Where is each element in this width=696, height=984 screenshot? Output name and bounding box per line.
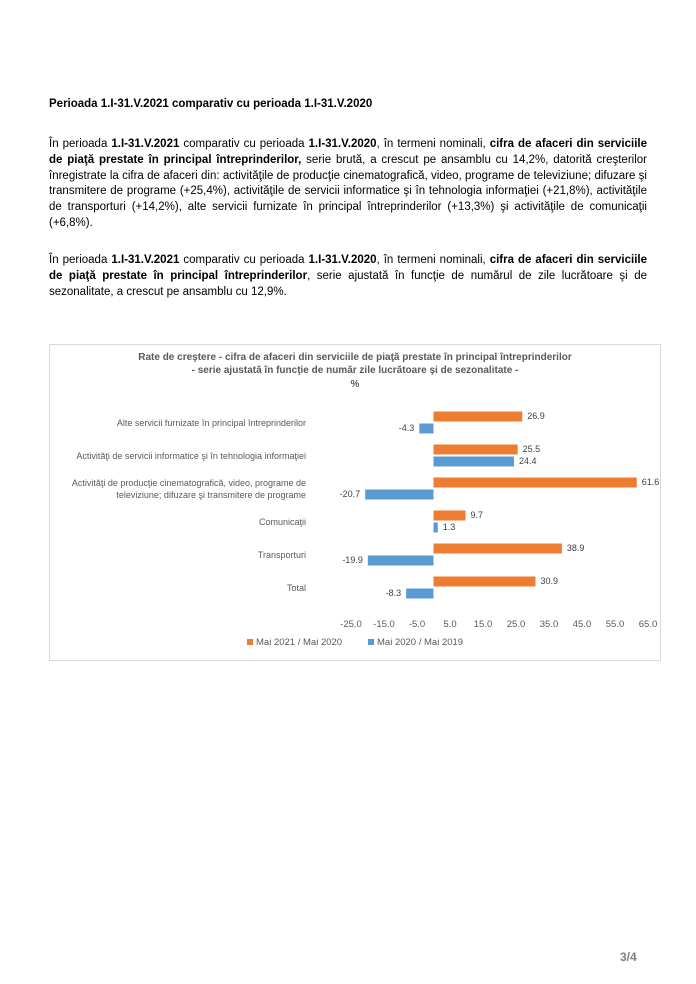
data-label: 30.9 (540, 576, 559, 586)
chart-container (49, 344, 661, 661)
data-label: 25.5 (522, 444, 541, 454)
bar (434, 478, 637, 488)
paragraph-gross-series (49, 137, 647, 232)
x-tick-label: 65.0 (638, 619, 658, 630)
legend-swatch (368, 639, 374, 645)
bar (434, 544, 562, 554)
bar (434, 511, 466, 521)
text-span: , serie ajustată în funcţie de numărul de zile lucrătoare şi de sezonalitate, a crescut pe ansamblu cu 12,9%. (49, 269, 647, 298)
data-label: 61.6 (641, 477, 660, 487)
bold-span: 1.I-31.V.2021 (111, 254, 180, 266)
chart-title-line-2: - serie ajustată în funcţie de număr zile lucrătoare şi de sezonalitate - (191, 365, 519, 376)
bold-span: 1.I-31.V.2021 (111, 138, 180, 150)
bar (419, 424, 433, 434)
category-label: Alte servicii furnizate în principal întreprinderilor (116, 418, 306, 428)
bold-span: cifra de afaceri din serviciile de piaţă prestate în principal întreprinderilor (49, 254, 647, 282)
page-number: 3/4 (620, 950, 637, 964)
text-span: serie brută, a crescut pe ansamblu cu 14,2%, datorită creşterilor înregistrate la cifra de afaceri din: activităţile de producţie cinematografică, video, programe de televiziune; difuzare şi transmitere de programe (+25,4%), activităţile de servicii informatice şi în tehnologia informaţiei (+21,8%), activităţile de transporturi (+14,2%), alte servicii furnizate în principal întreprinderilor (+13,3%) şi activităţile de comunicaţii (+6,8%). (49, 153, 647, 229)
data-label: 24.4 (519, 456, 537, 466)
bold-span: 1.I-31.V.2020 (308, 138, 377, 150)
data-label: 1.3 (442, 522, 456, 532)
bar (406, 589, 433, 599)
text-span: comparativ cu perioada (179, 254, 309, 266)
chart-title-line-3: % (350, 379, 360, 390)
x-tick-label: 35.0 (539, 619, 559, 630)
data-label: 26.9 (527, 411, 545, 421)
bar (434, 412, 523, 422)
bold-span: cifra de afaceri din serviciile de piaţă prestate în principal întreprinderilor, (49, 138, 647, 166)
category-label: televiziune; difuzare şi transmitere de programe (116, 490, 306, 500)
category-label: Comunicaţii (258, 517, 306, 527)
x-tick-label: 25.0 (506, 619, 526, 630)
legend-label: Mai 2020 / Mai 2019 (377, 637, 464, 648)
x-tick-label: 5.0 (443, 619, 457, 630)
category-label: Total (286, 583, 306, 593)
bar (368, 556, 434, 566)
data-label: -4.3 (398, 423, 415, 433)
legend-swatch (247, 639, 253, 645)
data-label: 9.7 (470, 510, 484, 520)
text-span: , în termeni nominali, (376, 254, 490, 266)
section-heading: Perioada 1.I-31.V.2021 comparativ cu perioada 1.I-31.V.2020 (49, 98, 373, 110)
bar (434, 445, 518, 455)
chart-title-line-1: Rate de creştere - cifra de afaceri din serviciile de piaţă prestate în principal întreprinderilor (138, 352, 572, 363)
text-span: În perioada (49, 138, 112, 150)
text-span: În perioada (49, 254, 112, 266)
text-span: comparativ cu perioada (179, 138, 309, 150)
bar (434, 577, 536, 587)
bold-span: 1.I-31.V.2020 (308, 254, 377, 266)
paragraph-adjusted-series (49, 253, 647, 300)
text-span: , în termeni nominali, (376, 138, 490, 150)
x-tick-label: 55.0 (605, 619, 625, 630)
data-label: -8.3 (385, 588, 402, 598)
category-label: Activităţi de producţie cinematografică, video, programe de (71, 478, 306, 488)
bar (434, 523, 438, 533)
data-label: 38.9 (566, 543, 585, 553)
x-tick-label: 45.0 (572, 619, 592, 630)
x-tick-label: 15.0 (473, 619, 493, 630)
x-tick-label: -15.0 (373, 619, 395, 630)
category-label: Transporturi (257, 550, 306, 560)
x-tick-label: -25.0 (340, 619, 362, 630)
bar (365, 490, 433, 500)
bar (434, 457, 515, 467)
legend-label: Mai 2021 / Mai 2020 (256, 637, 343, 648)
data-label: -20.7 (339, 489, 361, 499)
x-tick-label: -5.0 (408, 619, 426, 630)
bar-chart (50, 345, 660, 660)
category-label: Activităţi de servicii informatice şi în tehnologia informaţiei (76, 451, 306, 461)
data-label: -19.9 (342, 555, 363, 565)
